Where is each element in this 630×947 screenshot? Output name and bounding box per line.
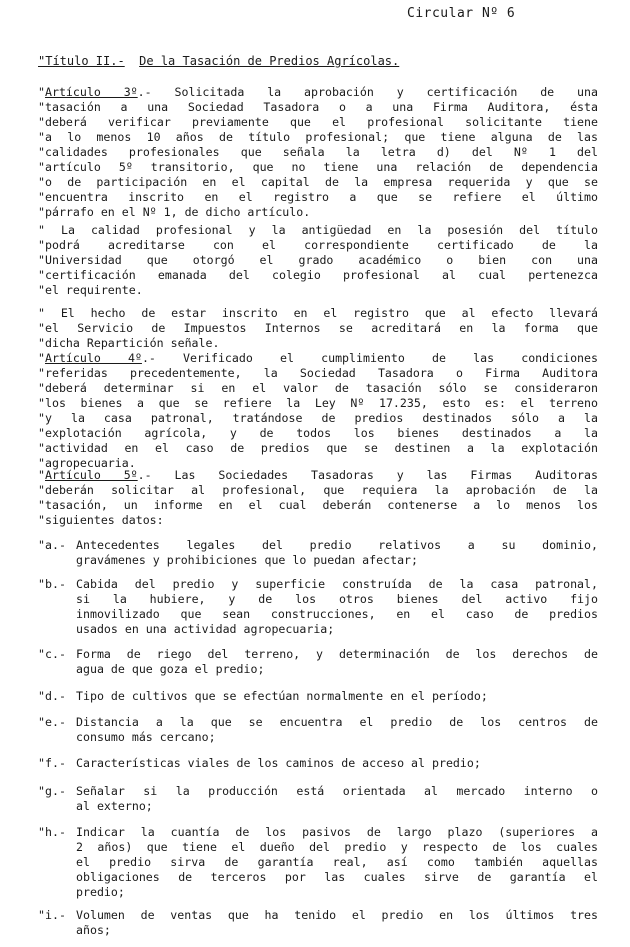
- item-body: [76, 647, 598, 677]
- list-item-h: [38, 825, 598, 900]
- paragraph-line: "Universidad que otorgó el grado académico o bien con una: [38, 253, 598, 267]
- section-title: [38, 54, 399, 68]
- item-body: [76, 756, 598, 771]
- list-item-c: [38, 647, 598, 677]
- item-body: [76, 577, 598, 637]
- item-line: si la hubiere, y de los otros bienes del activo fijo: [76, 592, 598, 606]
- list-item-a: [38, 538, 598, 568]
- item-line: Forma de riego del terreno, y determinación de los derechos de: [76, 647, 598, 661]
- list-item-d: [38, 689, 598, 704]
- item-label: "e.-: [38, 715, 66, 729]
- item-label: "h.-: [38, 825, 66, 839]
- paragraph-line: " La calidad profesional y la antigüedad en la posesión del título: [38, 223, 598, 237]
- paragraph-line: "el Servicio de Impuestos Internos se acreditará en la forma que: [38, 321, 598, 335]
- item-label: "b.-: [38, 577, 66, 591]
- item-line: inmovilizado que sean construcciones, en el caso de predios: [76, 607, 598, 621]
- paragraph-line: "tasación a una Sociedad Tasadora o a una Firma Auditora, ésta: [38, 100, 598, 114]
- paragraph-line: "artículo 5º transitorio, que no tiene una relación de dependencia: [38, 160, 598, 174]
- item-label: "f.-: [38, 756, 66, 770]
- list-item-b: [38, 577, 598, 637]
- article-heading: Artículo 5º: [44, 468, 138, 482]
- item-body: [76, 784, 598, 814]
- item-line: Volumen de ventas que ha tenido el predio en los últimos tres: [76, 908, 598, 922]
- paragraph-article-5: [38, 468, 598, 528]
- list-item-f: [38, 756, 598, 771]
- paragraph-line: " El hecho de estar inscrito en el registro que al efecto llevará: [38, 306, 598, 320]
- paragraph-line: "agropecuaria.: [38, 456, 136, 470]
- item-body: [76, 689, 598, 704]
- paragraph-line: "referidas precedentemente, la Sociedad Tasadora o Firma Auditora: [38, 366, 598, 380]
- paragraph-line: "explotación agrícola, y de todos los bienes destinados a la: [38, 426, 598, 440]
- paragraph-line: "Artículo 5º.- Las Sociedades Tasadoras y las Firmas Auditoras: [38, 468, 598, 482]
- item-label: "c.-: [38, 647, 66, 661]
- item-label: "a.-: [38, 538, 66, 552]
- item-body: [76, 715, 598, 745]
- paragraph-line: "párrafo en el Nº 1, de dicho artículo.: [38, 205, 311, 219]
- paragraph-line: "podrá acreditarse con el correspondiente certificado de la: [38, 238, 598, 252]
- item-line: Distancia a la que se encuentra el predio de los centros de: [76, 715, 598, 729]
- paragraph-line: "deberán solicitar al profesional, que requiera la aprobación de la: [38, 483, 598, 497]
- item-line: el predio sirva de garantía real, así como también aquellas: [76, 855, 598, 869]
- item-body: [76, 908, 598, 938]
- paragraph-line: "o de participación en el capital de la empresa requerida y que se: [38, 175, 598, 189]
- list-item-i: [38, 908, 598, 938]
- title-text: De la Tasación de Predios Agrícolas.: [139, 54, 400, 68]
- paragraph-line: "siguientes datos:: [38, 513, 164, 527]
- paragraph-line: "deberá verificar previamente que el profesional solicitante tiene: [38, 115, 598, 129]
- paragraph-article-4: [38, 306, 598, 471]
- item-line: consumo más cercano;: [76, 730, 216, 744]
- item-line: usados en una actividad agropecuaria;: [76, 622, 335, 636]
- paragraph-line: "deberá determinar si en el valor de tasación sólo se consideraron: [38, 381, 598, 395]
- item-line: 2 años) que tiene el dueño del predio y respecto de los cuales: [76, 840, 598, 854]
- article-heading: Artículo 3º: [44, 85, 138, 99]
- item-line: predio;: [76, 885, 125, 899]
- paragraph-line: "y la casa patronal, tratándose de predios destinados sólo a la: [38, 411, 598, 425]
- paragraph-line: "encuentra inscrito en el registro a que se refiere el último: [38, 190, 598, 204]
- item-label: "i.-: [38, 908, 66, 922]
- item-label: "d.-: [38, 689, 66, 703]
- paragraph-line: "actividad en el caso de predios que se destinen a la explotación: [38, 441, 598, 455]
- paragraph-line: "certificación emanada del colegio profesional al cual pertenezca: [38, 268, 598, 282]
- paragraph-article-3: [38, 85, 598, 220]
- paragraph-line: "los bienes a que se refiere la Ley Nº 17.235, esto es: el terreno: [38, 396, 598, 410]
- item-body: [76, 538, 598, 568]
- article-heading: Artículo 4º: [44, 351, 142, 365]
- item-line: Señalar si la producción está orientada al mercado interno o: [76, 784, 598, 798]
- paragraph-line: "Artículo 3º.- Solicitada la aprobación y certificación de una: [38, 85, 598, 99]
- item-line: Características viales de los caminos de acceso al predio;: [76, 756, 481, 770]
- paragraph-line: "a lo menos 10 años de título profesional; que tiene alguna de las: [38, 130, 598, 144]
- list-item-e: [38, 715, 598, 745]
- list-item-g: [38, 784, 598, 814]
- item-line: años;: [76, 923, 111, 937]
- paragraph-line: "tasación, un informe en el cual deberán contenerse a lo menos los: [38, 498, 598, 512]
- item-line: gravámenes y prohibiciones que lo puedan afectar;: [76, 553, 419, 567]
- item-body: [76, 825, 598, 900]
- item-line: Antecedentes legales del predio relativos a su dominio,: [76, 538, 598, 552]
- title-prefix: "Título II.-: [38, 54, 125, 68]
- item-line: Cabida del predio y superficie construída de la casa patronal,: [76, 577, 598, 591]
- paragraph-qualification: [38, 223, 598, 298]
- item-label: "g.-: [38, 784, 66, 798]
- item-line: al externo;: [76, 799, 153, 813]
- circular-number: Circular Nº 6: [407, 6, 516, 21]
- item-line: Tipo de cultivos que se efectúan normalmente en el período;: [76, 689, 488, 703]
- item-line: agua de que goza el predio;: [76, 662, 265, 676]
- paragraph-line: "calidades profesionales que señala la letra d) del Nº 1 del: [38, 145, 598, 159]
- paragraph-line: "Artículo 4º.- Verificado el cumplimiento de las condiciones: [38, 351, 598, 365]
- item-line: Indicar la cuantía de los pasivos de largo plazo (superiores a: [76, 825, 598, 839]
- item-line: obligaciones de terceros por las cuales sirve de garantía el: [76, 870, 598, 884]
- paragraph-line: "el requirente.: [38, 283, 143, 297]
- paragraph-line: "dicha Repartición señale.: [38, 336, 220, 350]
